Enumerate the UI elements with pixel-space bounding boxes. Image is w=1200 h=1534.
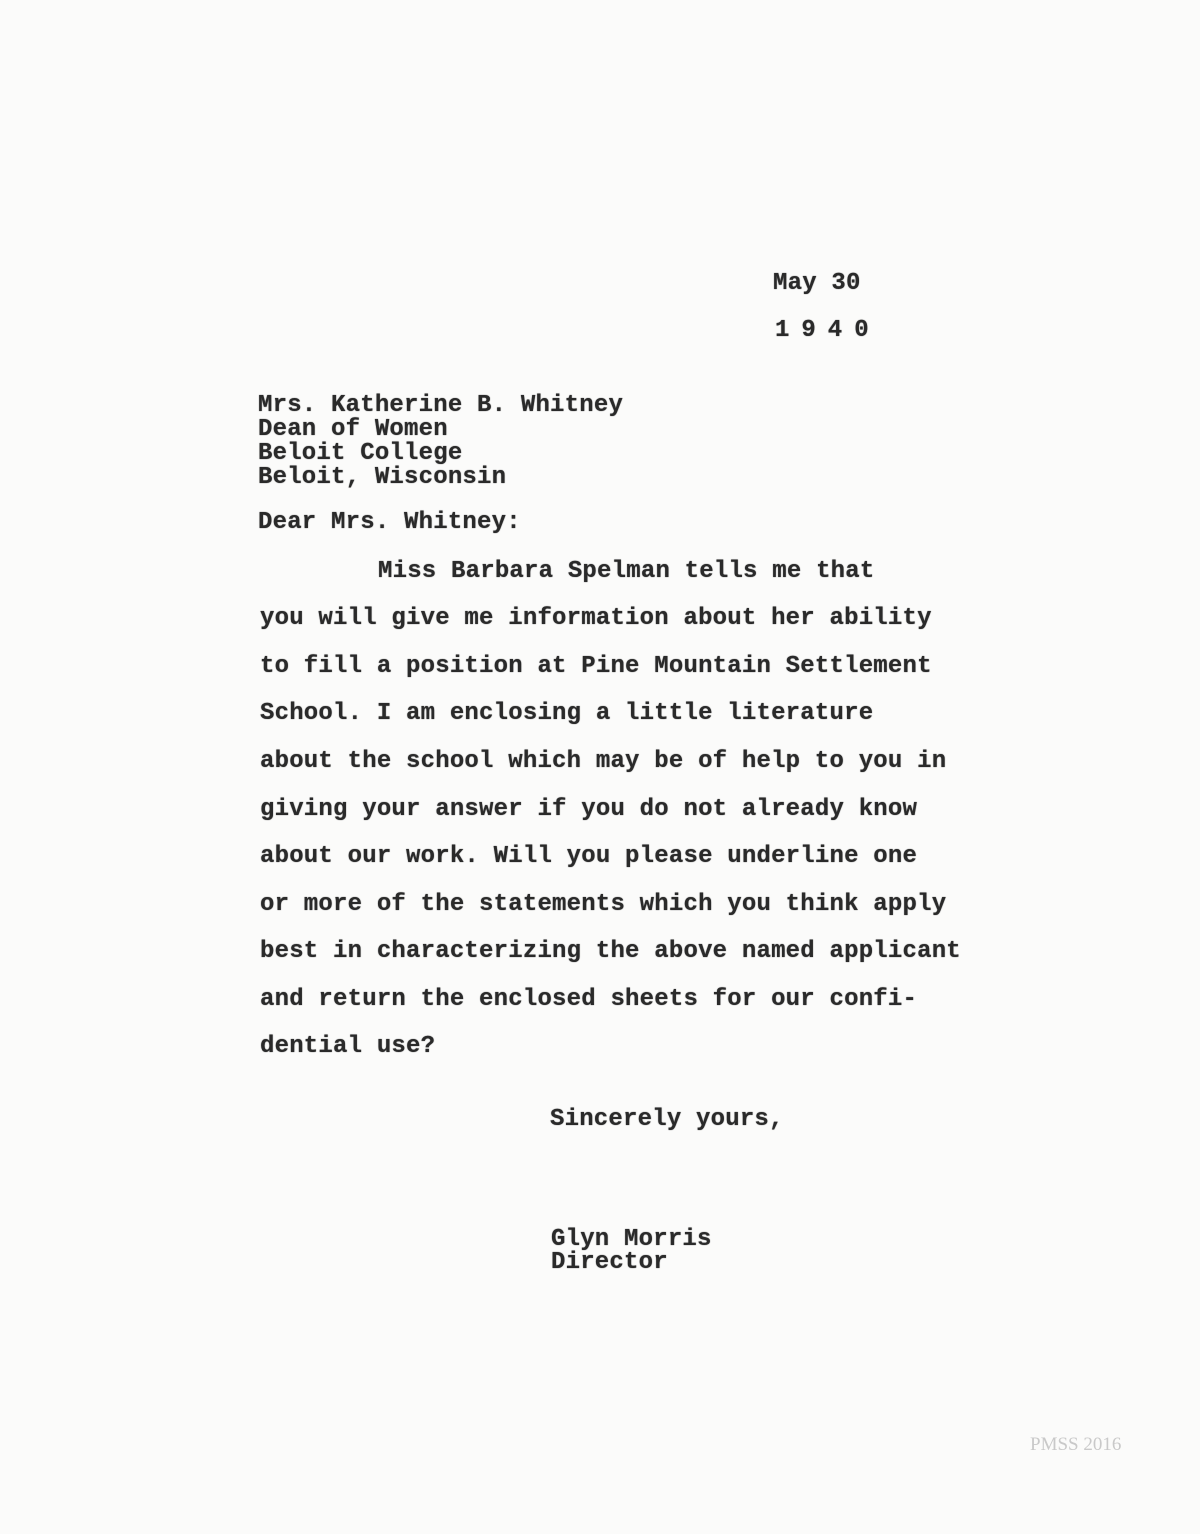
body-line: about our work. Will you please underline one <box>260 843 918 870</box>
body-line: School. I am enclosing a little literature <box>260 700 874 727</box>
salutation: Dear Mrs. Whitney: <box>258 509 521 536</box>
body-line: or more of the statements which you think apply <box>260 891 947 918</box>
body-line: Miss Barbara Spelman tells me that <box>378 558 875 585</box>
archive-watermark: PMSS 2016 <box>1030 1434 1122 1455</box>
recipient-line: Beloit, Wisconsin <box>258 464 507 491</box>
date-year: 1940 <box>775 317 881 344</box>
body-line: best in characterizing the above named applicant <box>260 938 961 965</box>
body-line: dential use? <box>260 1033 436 1060</box>
body-line: giving your answer if you do not already know <box>260 796 918 823</box>
body-line: to fill a position at Pine Mountain Settlement <box>260 653 932 680</box>
recipient-line: Dean of Women <box>258 416 448 443</box>
recipient-line: Beloit College <box>258 440 463 467</box>
body-line: and return the enclosed sheets for our confi- <box>260 986 918 1013</box>
recipient-line: Mrs. Katherine B. Whitney <box>258 392 624 419</box>
body-line: about the school which may be of help to you in <box>260 748 947 775</box>
signature-name: Glyn Morris <box>551 1226 712 1253</box>
date-month-day: May 30 <box>773 270 861 297</box>
closing: Sincerely yours, <box>550 1106 784 1133</box>
body-line: you will give me information about her ability <box>260 605 932 632</box>
signature-title: Director <box>551 1249 668 1276</box>
